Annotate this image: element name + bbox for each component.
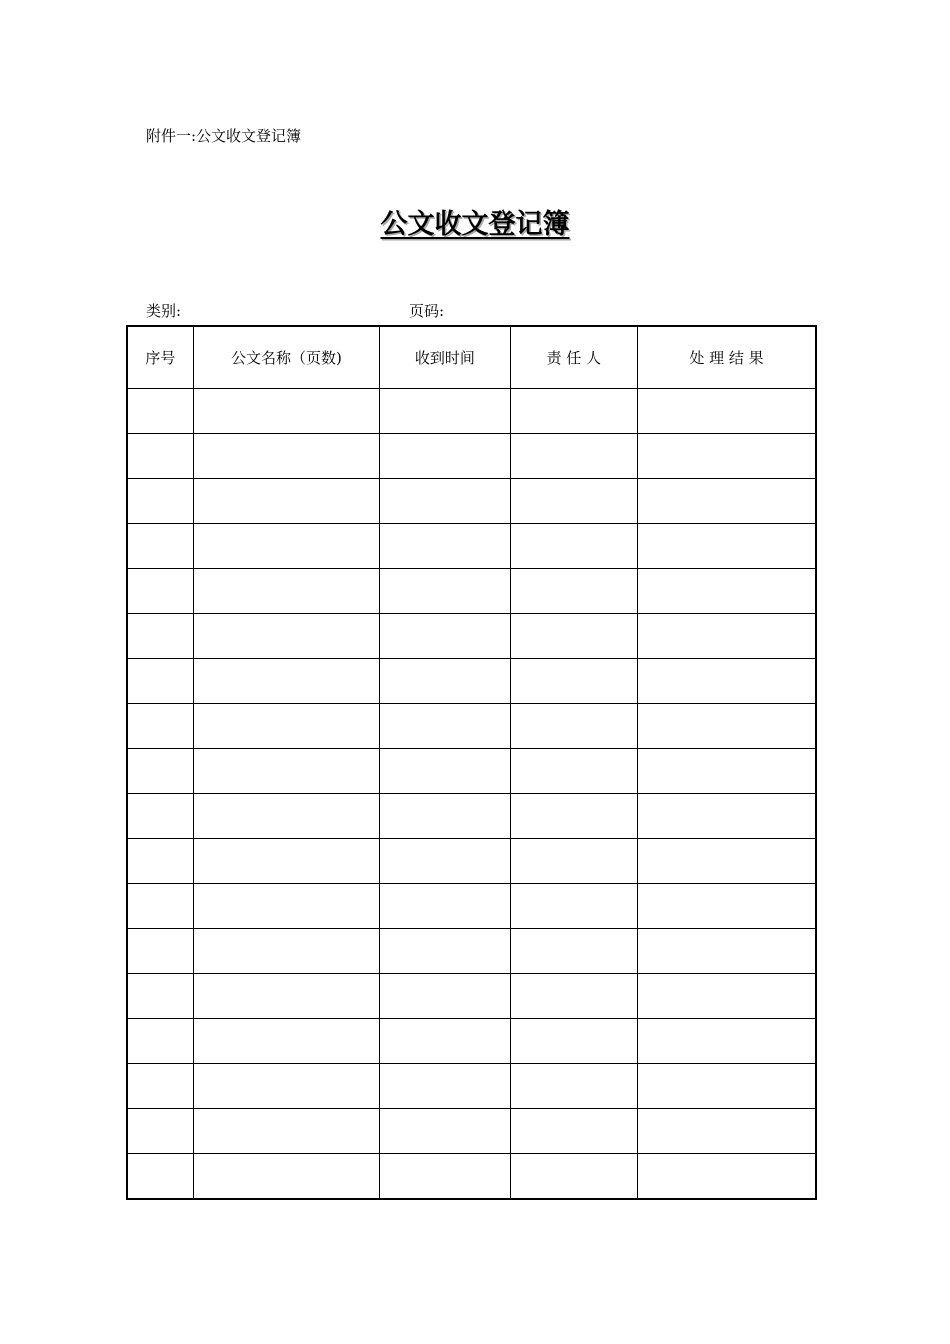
table-row <box>127 1019 816 1064</box>
cell-document-name <box>193 1154 380 1200</box>
cell-responsible-person <box>510 1109 637 1154</box>
cell-handling-result <box>637 1019 816 1064</box>
cell-serial-number <box>127 434 193 479</box>
cell-handling-result <box>637 704 816 749</box>
table-row <box>127 524 816 569</box>
cell-serial-number <box>127 929 193 974</box>
cell-received-time <box>380 749 510 794</box>
table-row <box>127 1154 816 1200</box>
cell-received-time <box>380 1154 510 1200</box>
table-row <box>127 1064 816 1109</box>
cell-responsible-person <box>510 1064 637 1109</box>
cell-received-time <box>380 1109 510 1154</box>
cell-document-name <box>193 704 380 749</box>
cell-responsible-person <box>510 974 637 1019</box>
cell-document-name <box>193 884 380 929</box>
cell-responsible-person <box>510 749 637 794</box>
cell-handling-result <box>637 1064 816 1109</box>
cell-document-name <box>193 434 380 479</box>
attachment-label: 附件一:公文收文登记簿 <box>146 127 302 145</box>
table-row <box>127 884 816 929</box>
cell-handling-result <box>637 974 816 1019</box>
table-row <box>127 749 816 794</box>
cell-responsible-person <box>510 524 637 569</box>
cell-document-name <box>193 659 380 704</box>
cell-handling-result <box>637 1154 816 1200</box>
cell-received-time <box>380 389 510 434</box>
cell-serial-number <box>127 704 193 749</box>
cell-handling-result <box>637 389 816 434</box>
cell-responsible-person <box>510 434 637 479</box>
header-responsible-person: 责 任 人 <box>510 326 637 389</box>
cell-serial-number <box>127 569 193 614</box>
category-label: 类别: <box>146 302 182 320</box>
cell-document-name <box>193 1019 380 1064</box>
cell-responsible-person <box>510 614 637 659</box>
cell-serial-number <box>127 1019 193 1064</box>
table-row <box>127 479 816 524</box>
cell-document-name <box>193 569 380 614</box>
cell-responsible-person <box>510 794 637 839</box>
table-row <box>127 704 816 749</box>
cell-serial-number <box>127 1154 193 1200</box>
table-body <box>127 389 816 1200</box>
cell-document-name <box>193 929 380 974</box>
table-row <box>127 569 816 614</box>
cell-responsible-person <box>510 569 637 614</box>
table-row <box>127 614 816 659</box>
cell-handling-result <box>637 749 816 794</box>
cell-responsible-person <box>510 1154 637 1200</box>
table-row <box>127 1109 816 1154</box>
table-row <box>127 794 816 839</box>
cell-serial-number <box>127 614 193 659</box>
table-row <box>127 929 816 974</box>
header-received-time: 收到时间 <box>380 326 510 389</box>
cell-serial-number <box>127 974 193 1019</box>
cell-responsible-person <box>510 929 637 974</box>
header-serial-number: 序号 <box>127 326 193 389</box>
cell-received-time <box>380 614 510 659</box>
cell-serial-number <box>127 794 193 839</box>
cell-responsible-person <box>510 1019 637 1064</box>
table-row <box>127 974 816 1019</box>
cell-serial-number <box>127 389 193 434</box>
document-title: 公文收文登记簿 <box>380 209 570 240</box>
cell-received-time <box>380 704 510 749</box>
cell-responsible-person <box>510 659 637 704</box>
cell-handling-result <box>637 884 816 929</box>
cell-received-time <box>380 434 510 479</box>
cell-document-name <box>193 839 380 884</box>
table-row <box>127 659 816 704</box>
cell-responsible-person <box>510 704 637 749</box>
cell-handling-result <box>637 794 816 839</box>
cell-serial-number <box>127 884 193 929</box>
cell-handling-result <box>637 569 816 614</box>
cell-serial-number <box>127 524 193 569</box>
cell-handling-result <box>637 659 816 704</box>
cell-document-name <box>193 1109 380 1154</box>
cell-handling-result <box>637 524 816 569</box>
table-header <box>127 326 816 389</box>
cell-serial-number <box>127 1109 193 1154</box>
table-row <box>127 389 816 434</box>
cell-handling-result <box>637 434 816 479</box>
cell-document-name <box>193 974 380 1019</box>
cell-received-time <box>380 1064 510 1109</box>
cell-document-name <box>193 794 380 839</box>
cell-responsible-person <box>510 884 637 929</box>
cell-received-time <box>380 479 510 524</box>
cell-received-time <box>380 839 510 884</box>
cell-received-time <box>380 794 510 839</box>
register-table <box>126 325 817 1200</box>
table-row <box>127 839 816 884</box>
cell-handling-result <box>637 1109 816 1154</box>
cell-document-name <box>193 749 380 794</box>
cell-serial-number <box>127 659 193 704</box>
header-document-name: 公文名称（页数) <box>193 326 380 389</box>
cell-document-name <box>193 479 380 524</box>
cell-serial-number <box>127 839 193 884</box>
cell-received-time <box>380 884 510 929</box>
cell-received-time <box>380 974 510 1019</box>
cell-received-time <box>380 524 510 569</box>
cell-serial-number <box>127 1064 193 1109</box>
cell-received-time <box>380 569 510 614</box>
cell-handling-result <box>637 479 816 524</box>
page-number-label: 页码: <box>409 302 445 320</box>
cell-received-time <box>380 929 510 974</box>
cell-serial-number <box>127 479 193 524</box>
cell-responsible-person <box>510 839 637 884</box>
cell-serial-number <box>127 749 193 794</box>
table-row <box>127 434 816 479</box>
cell-responsible-person <box>510 479 637 524</box>
cell-document-name <box>193 1064 380 1109</box>
table-header-row <box>127 326 816 389</box>
cell-handling-result <box>637 839 816 884</box>
cell-handling-result <box>637 929 816 974</box>
cell-document-name <box>193 614 380 659</box>
cell-document-name <box>193 389 380 434</box>
cell-received-time <box>380 659 510 704</box>
cell-handling-result <box>637 614 816 659</box>
cell-document-name <box>193 524 380 569</box>
header-handling-result: 处 理 结 果 <box>637 326 816 389</box>
cell-responsible-person <box>510 389 637 434</box>
cell-received-time <box>380 1019 510 1064</box>
